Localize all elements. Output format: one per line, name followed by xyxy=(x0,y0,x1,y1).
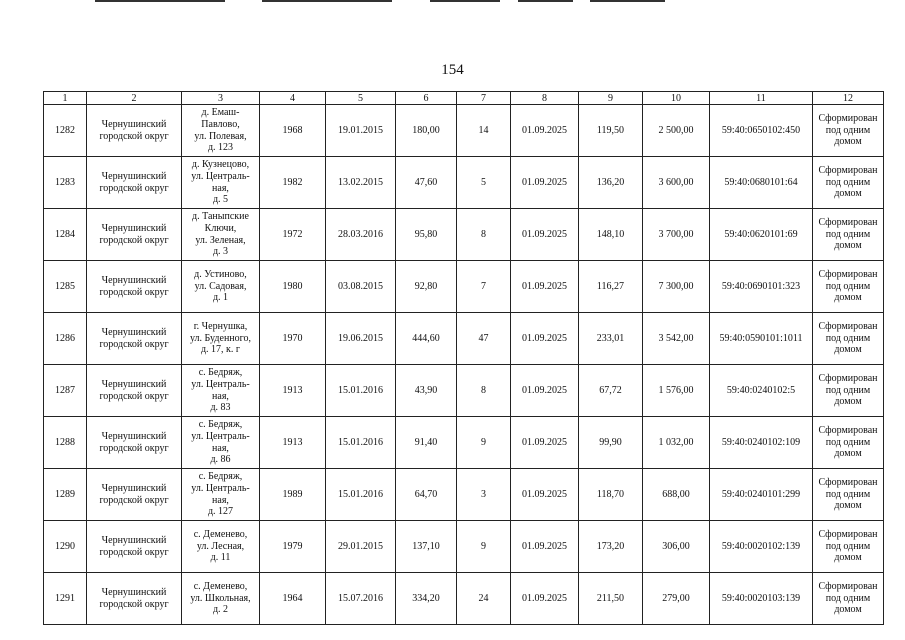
column-number: 9 xyxy=(579,92,643,105)
cell-deadline: 01.09.2025 xyxy=(511,313,579,365)
address-line: ул. Лесная, xyxy=(196,540,245,552)
cell-number: 1288 xyxy=(44,417,87,469)
cell-cost: 306,00 xyxy=(643,521,710,573)
cell-count: 9 xyxy=(457,417,511,469)
cell-rate: 136,20 xyxy=(579,157,643,209)
table-row xyxy=(44,365,884,417)
column-number: 3 xyxy=(182,92,260,105)
cell-deadline: 01.09.2025 xyxy=(511,261,579,313)
cell-date: 13.02.2015 xyxy=(326,157,396,209)
cell-count: 8 xyxy=(457,209,511,261)
cell-cost: 688,00 xyxy=(643,469,710,521)
cell-year: 1968 xyxy=(260,105,326,157)
cell-date: 15.01.2016 xyxy=(326,365,396,417)
address-line: д. 11 xyxy=(210,552,231,564)
cell-area: 444,60 xyxy=(396,313,457,365)
table-row xyxy=(44,521,884,573)
address-line: с. Бедряж, xyxy=(198,367,243,379)
cell-number: 1291 xyxy=(44,573,87,625)
cell-cadastral: 59:40:0620101:69 xyxy=(710,209,813,261)
cell-deadline: 01.09.2025 xyxy=(511,417,579,469)
cell-count: 47 xyxy=(457,313,511,365)
cell-count: 5 xyxy=(457,157,511,209)
cell-address xyxy=(182,521,260,573)
address-line: ная, xyxy=(212,494,229,506)
cell-year: 1913 xyxy=(260,417,326,469)
cell-cost: 3 700,00 xyxy=(643,209,710,261)
cell-cadastral: 59:40:0690101:323 xyxy=(710,261,813,313)
address-line: г. Чернушка, xyxy=(193,321,248,333)
cell-status: Сформирован под одним домом xyxy=(813,105,884,157)
address-line: ная, xyxy=(212,182,229,194)
column-number: 6 xyxy=(396,92,457,105)
cell-number: 1287 xyxy=(44,365,87,417)
column-number: 1 xyxy=(44,92,87,105)
cell-municipality: Чернушинский городской округ xyxy=(87,157,182,209)
top-rule-4 xyxy=(518,0,573,2)
cell-date: 29.01.2015 xyxy=(326,521,396,573)
address-line: д. 83 xyxy=(210,402,231,414)
cell-year: 1989 xyxy=(260,469,326,521)
cell-number: 1284 xyxy=(44,209,87,261)
address-line: ул. Централь- xyxy=(191,482,250,494)
cell-address xyxy=(182,105,260,157)
cell-rate: 148,10 xyxy=(579,209,643,261)
cell-number: 1290 xyxy=(44,521,87,573)
cell-deadline: 01.09.2025 xyxy=(511,521,579,573)
address-line: д. 123 xyxy=(207,142,234,154)
registry-table xyxy=(43,91,884,625)
cell-count: 7 xyxy=(457,261,511,313)
cell-area: 137,10 xyxy=(396,521,457,573)
address-line: Ключи, xyxy=(204,222,237,234)
cell-rate: 118,70 xyxy=(579,469,643,521)
cell-cadastral: 59:40:0590101:1011 xyxy=(710,313,813,365)
cell-area: 47,60 xyxy=(396,157,457,209)
cell-count: 9 xyxy=(457,521,511,573)
cell-year: 1964 xyxy=(260,573,326,625)
page-number: 154 xyxy=(441,62,464,78)
cell-year: 1972 xyxy=(260,209,326,261)
column-number-row xyxy=(44,92,884,105)
cell-date: 15.07.2016 xyxy=(326,573,396,625)
cell-status: Сформирован под одним домом xyxy=(813,521,884,573)
cell-number: 1283 xyxy=(44,157,87,209)
address-line: д. Кузнецово, xyxy=(191,159,250,171)
cell-cadastral: 59:40:0650102:450 xyxy=(710,105,813,157)
address-line: д. Емаш- xyxy=(201,107,240,119)
address-line: Павлово, xyxy=(201,118,240,130)
column-number: 12 xyxy=(813,92,884,105)
cell-municipality: Чернушинский городской округ xyxy=(87,417,182,469)
cell-municipality: Чернушинский городской округ xyxy=(87,209,182,261)
column-number: 4 xyxy=(260,92,326,105)
column-number: 11 xyxy=(710,92,813,105)
cell-municipality: Чернушинский городской округ xyxy=(87,365,182,417)
cell-date: 28.03.2016 xyxy=(326,209,396,261)
cell-rate: 211,50 xyxy=(579,573,643,625)
address-line: д. Таныпские xyxy=(192,211,249,223)
address-line: ул. Централь- xyxy=(191,378,250,390)
cell-cadastral: 59:40:0020102:139 xyxy=(710,521,813,573)
cell-municipality: Чернушинский городской округ xyxy=(87,573,182,625)
column-number: 7 xyxy=(457,92,511,105)
cell-deadline: 01.09.2025 xyxy=(511,157,579,209)
table-row xyxy=(44,469,884,521)
cell-cadastral: 59:40:0680101:64 xyxy=(710,157,813,209)
address-line: ул. Централь- xyxy=(191,430,250,442)
cell-cost: 1 032,00 xyxy=(643,417,710,469)
address-line: ул. Полевая, xyxy=(194,130,247,142)
cell-year: 1913 xyxy=(260,365,326,417)
cell-deadline: 01.09.2025 xyxy=(511,209,579,261)
table-row xyxy=(44,209,884,261)
address-line: ная, xyxy=(212,442,229,454)
address-line: д. 3 xyxy=(212,246,229,258)
cell-cost: 1 576,00 xyxy=(643,365,710,417)
cell-address xyxy=(182,157,260,209)
cell-address xyxy=(182,365,260,417)
cell-year: 1982 xyxy=(260,157,326,209)
cell-status: Сформирован под одним домом xyxy=(813,417,884,469)
address-line: с. Деменево, xyxy=(193,581,248,593)
cell-count: 14 xyxy=(457,105,511,157)
cell-area: 180,00 xyxy=(396,105,457,157)
cell-rate: 67,72 xyxy=(579,365,643,417)
column-number: 10 xyxy=(643,92,710,105)
cell-municipality: Чернушинский городской округ xyxy=(87,105,182,157)
cell-address xyxy=(182,417,260,469)
address-line: д. 2 xyxy=(212,604,229,616)
cell-count: 8 xyxy=(457,365,511,417)
cell-status: Сформирован под одним домом xyxy=(813,209,884,261)
table-row xyxy=(44,157,884,209)
cell-date: 03.08.2015 xyxy=(326,261,396,313)
table-row xyxy=(44,417,884,469)
cell-year: 1979 xyxy=(260,521,326,573)
table-body xyxy=(44,105,884,625)
cell-cost: 2 500,00 xyxy=(643,105,710,157)
cell-cadastral: 59:40:0240101:299 xyxy=(710,469,813,521)
table-row xyxy=(44,573,884,625)
cell-cadastral: 59:40:0240102:5 xyxy=(710,365,813,417)
cell-date: 19.01.2015 xyxy=(326,105,396,157)
address-line: д. Устиново, xyxy=(194,269,247,281)
column-number: 5 xyxy=(326,92,396,105)
cell-date: 15.01.2016 xyxy=(326,469,396,521)
cell-deadline: 01.09.2025 xyxy=(511,573,579,625)
address-line: д. 127 xyxy=(207,506,234,518)
cell-cost: 7 300,00 xyxy=(643,261,710,313)
cell-area: 95,80 xyxy=(396,209,457,261)
address-line: ул. Садовая, xyxy=(194,280,247,292)
cell-municipality: Чернушинский городской округ xyxy=(87,521,182,573)
cell-area: 64,70 xyxy=(396,469,457,521)
address-line: ул. Школьная, xyxy=(190,592,251,604)
cell-rate: 116,27 xyxy=(579,261,643,313)
cell-status: Сформирован под одним домом xyxy=(813,469,884,521)
cell-cadastral: 59:40:0240102:109 xyxy=(710,417,813,469)
address-line: д. 1 xyxy=(212,292,229,304)
cell-count: 3 xyxy=(457,469,511,521)
cell-municipality: Чернушинский городской округ xyxy=(87,469,182,521)
cell-address xyxy=(182,313,260,365)
top-rule-2 xyxy=(262,0,392,2)
top-rule-3 xyxy=(430,0,500,2)
cell-status: Сформирован под одним домом xyxy=(813,573,884,625)
address-line: с. Бедряж, xyxy=(198,471,243,483)
cell-status: Сформирован под одним домом xyxy=(813,261,884,313)
cell-address xyxy=(182,261,260,313)
cell-deadline: 01.09.2025 xyxy=(511,469,579,521)
cell-address xyxy=(182,573,260,625)
table-row xyxy=(44,261,884,313)
cell-year: 1970 xyxy=(260,313,326,365)
cell-municipality: Чернушинский городской округ xyxy=(87,261,182,313)
cell-date: 19.06.2015 xyxy=(326,313,396,365)
cell-rate: 173,20 xyxy=(579,521,643,573)
cell-area: 91,40 xyxy=(396,417,457,469)
cell-cost: 3 600,00 xyxy=(643,157,710,209)
cell-date: 15.01.2016 xyxy=(326,417,396,469)
cell-rate: 119,50 xyxy=(579,105,643,157)
address-line: с. Деменево, xyxy=(193,529,248,541)
cell-municipality: Чернушинский городской округ xyxy=(87,313,182,365)
cell-number: 1289 xyxy=(44,469,87,521)
cell-cadastral: 59:40:0020103:139 xyxy=(710,573,813,625)
cell-year: 1980 xyxy=(260,261,326,313)
cell-deadline: 01.09.2025 xyxy=(511,365,579,417)
cell-number: 1286 xyxy=(44,313,87,365)
table-row xyxy=(44,105,884,157)
cell-number: 1282 xyxy=(44,105,87,157)
table-row xyxy=(44,313,884,365)
cell-cost: 279,00 xyxy=(643,573,710,625)
cell-address xyxy=(182,209,260,261)
address-line: д. 86 xyxy=(210,454,231,466)
column-number: 8 xyxy=(511,92,579,105)
top-rule-5 xyxy=(590,0,665,2)
cell-status: Сформирован под одним домом xyxy=(813,157,884,209)
address-line: д. 5 xyxy=(212,194,229,206)
address-line: ная, xyxy=(212,390,229,402)
cell-rate: 99,90 xyxy=(579,417,643,469)
column-number: 2 xyxy=(87,92,182,105)
address-line: ул. Централь- xyxy=(191,170,250,182)
cell-area: 92,80 xyxy=(396,261,457,313)
address-line: ул. Буденного, xyxy=(190,332,251,344)
cell-area: 43,90 xyxy=(396,365,457,417)
cell-area: 334,20 xyxy=(396,573,457,625)
address-line: д. 17, к. г xyxy=(200,344,241,356)
cell-rate: 233,01 xyxy=(579,313,643,365)
cell-deadline: 01.09.2025 xyxy=(511,105,579,157)
address-line: с. Бедряж, xyxy=(198,419,243,431)
top-rule-1 xyxy=(95,0,225,2)
cell-number: 1285 xyxy=(44,261,87,313)
cell-cost: 3 542,00 xyxy=(643,313,710,365)
cell-count: 24 xyxy=(457,573,511,625)
address-line: ул. Зеленая, xyxy=(195,234,246,246)
cell-status: Сформирован под одним домом xyxy=(813,365,884,417)
cell-status: Сформирован под одним домом xyxy=(813,313,884,365)
cell-address xyxy=(182,469,260,521)
